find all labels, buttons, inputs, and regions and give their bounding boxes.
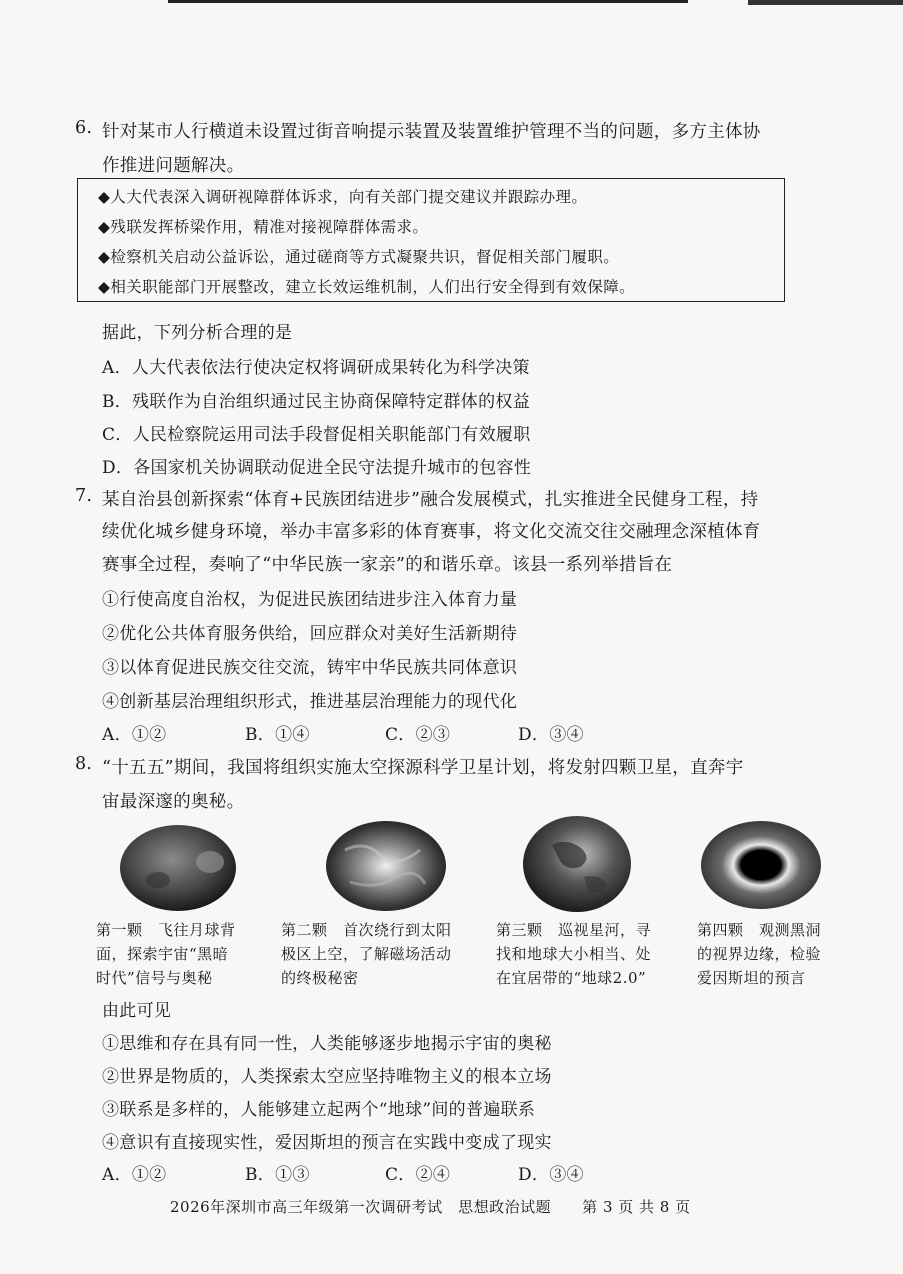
q6-stem-line1: 针对某市人行横道未设置过街音响提示装置及装置维护管理不当的问题，多方主体协	[102, 122, 761, 142]
q7-number: 7.	[75, 486, 93, 506]
q6-option-b: B．残联作为自治组织通过民主协商保障特定群体的权益	[102, 392, 530, 412]
satellite-4-caption-line3: 爱因斯坦的预言	[697, 969, 806, 987]
q8-number: 8.	[75, 754, 93, 774]
moon-image	[118, 824, 238, 912]
q6-box-item-1: ◆人大代表深入调研视障群体诉求，向有关部门提交建议并跟踪办理。	[98, 188, 588, 206]
q8-item-3: ③联系是多样的，人能够建立起两个“地球”间的普遍联系	[102, 1100, 536, 1120]
q6-box-item-3: ◆检察机关启动公益诉讼，通过磋商等方式凝聚共识，督促相关部门履职。	[98, 248, 620, 266]
q8-item-4: ④意识有直接现实性，爱因斯坦的预言在实践中变成了现实	[102, 1133, 552, 1153]
q7-choice-c: C．②③	[385, 725, 451, 745]
sun-image	[325, 820, 447, 912]
satellite-1-caption-line1: 第一颗 飞往月球背	[96, 921, 236, 939]
black-hole-image	[700, 820, 822, 910]
satellite-3-caption-line1: 第三颗 巡视星河，寻	[496, 921, 652, 939]
q7-choice-a: A．①②	[102, 725, 167, 745]
q7-stem-line1: 某自治县创新探索“体育+民族团结进步”融合发展模式，扎实推进全民健身工程，持	[102, 490, 759, 510]
q8-choice-b: B．①③	[245, 1165, 310, 1185]
q6-prompt: 据此，下列分析合理的是	[102, 323, 293, 343]
satellite-4-caption	[697, 918, 821, 990]
q6-option-c: C．人民检察院运用司法手段督促相关职能部门有效履职	[102, 425, 531, 445]
q8-item-1: ①思维和存在具有同一性，人类能够逐步地揭示宇宙的奥秘	[102, 1034, 552, 1054]
q7-item-1: ①行使高度自治权，为促进民族团结进步注入体育力量	[102, 590, 518, 610]
satellite-2-caption	[281, 918, 452, 990]
q6-option-a: A．人大代表依法行使决定权将调研成果转化为科学决策	[102, 358, 530, 378]
satellite-4-caption-line2: 的视界边缘，检验	[697, 945, 822, 963]
earth-image	[522, 815, 632, 913]
q7-stem-line3: 赛事全过程，奏响了“中华民族一家亲”的和谐乐章。该县一系列举措旨在	[102, 555, 673, 575]
q6-material-box	[77, 178, 785, 302]
satellite-4-caption-line1: 第四颗 观测黑洞	[697, 921, 822, 939]
q8-choice-c: C．②④	[385, 1165, 451, 1185]
top-edge-rule-right	[748, 0, 903, 5]
satellite-1-caption-line3: 时代”信号与奥秘	[96, 969, 213, 987]
q8-stem-line2: 宙最深邃的奥秘。	[102, 792, 245, 812]
q8-prompt: 由此可见	[102, 1001, 172, 1021]
q8-stem-line1: “十五五”期间，我国将组织实施太空探源科学卫星计划，将发射四颗卫星，直奔宇	[102, 758, 744, 778]
q7-choice-d: D．③④	[518, 725, 584, 745]
q7-item-3: ③以体育促进民族交往交流，铸牢中华民族共同体意识	[102, 658, 518, 678]
q6-box-item-4: ◆相关职能部门开展整改，建立长效运维机制，人们出行安全得到有效保障。	[98, 278, 636, 296]
page-footer: 2026年深圳市高三年级第一次调研考试 思想政治试题 第 3 页 共 8 页	[170, 1198, 691, 1216]
q7-item-4: ④创新基层治理组织形式，推进基层治理能力的现代化	[102, 692, 518, 712]
satellite-1-caption	[96, 918, 236, 990]
top-edge-rule	[168, 0, 688, 3]
satellite-2-caption-line1: 第二颗 首次绕行到太阳	[281, 921, 452, 939]
satellite-2-caption-line3: 的终极秘密	[281, 969, 359, 987]
q6-stem-line2: 作推进问题解决。	[102, 156, 245, 176]
q8-choice-d: D．③④	[518, 1165, 584, 1185]
q7-item-2: ②优化公共体育服务供给，回应群众对美好生活新期待	[102, 624, 518, 644]
satellite-3-caption	[496, 918, 651, 990]
satellite-1-caption-line2: 面，探索宇宙“黑暗	[96, 945, 229, 963]
q8-item-2: ②世界是物质的，人类探索太空应坚持唯物主义的根本立场	[102, 1067, 552, 1087]
q8-choice-a: A．①②	[102, 1165, 167, 1185]
satellite-2-caption-line2: 极区上空，了解磁场活动	[281, 945, 452, 963]
q7-stem-line2: 续优化城乡健身环境，举办丰富多彩的体育赛事，将文化交流交往交融理念深植体育	[102, 522, 761, 542]
q6-number: 6.	[75, 118, 93, 138]
satellite-3-caption-line3: 在宜居带的“地球2.0”	[496, 969, 647, 987]
q7-choice-b: B．①④	[245, 725, 310, 745]
q6-option-d: D．各国家机关协调联动促进全民守法提升城市的包容性	[102, 458, 532, 478]
satellite-3-caption-line2: 找和地球大小相当、处	[496, 945, 652, 963]
q6-box-item-2: ◆残联发挥桥梁作用，精准对接视障群体需求。	[98, 218, 429, 236]
